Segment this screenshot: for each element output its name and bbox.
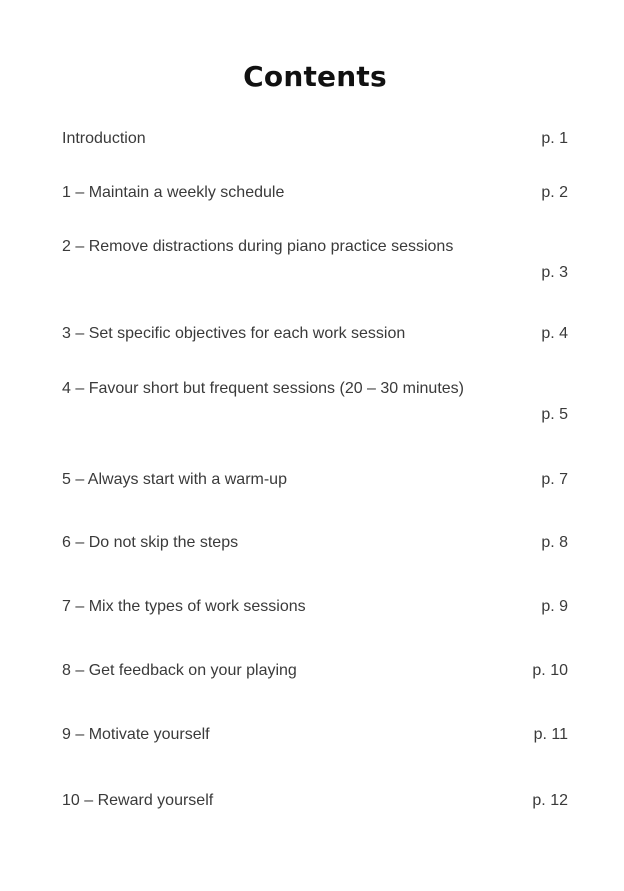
toc-entry-page: p. 10 bbox=[532, 662, 568, 679]
toc-entry-introduction bbox=[62, 126, 568, 152]
toc-entry-title: 2 – Remove distractions during piano practice sessions bbox=[62, 238, 454, 255]
toc-entry-page: p. 1 bbox=[541, 130, 568, 147]
toc-entry-title: 10 – Reward yourself bbox=[62, 792, 214, 809]
toc-entry-1 bbox=[62, 180, 568, 206]
toc-entry-9 bbox=[62, 722, 568, 748]
toc-entry-title: 5 – Always start with a warm-up bbox=[62, 471, 287, 488]
toc-entry-title: 1 – Maintain a weekly schedule bbox=[62, 184, 285, 201]
toc-entry-4 bbox=[62, 376, 568, 428]
toc-entry-title: 8 – Get feedback on your playing bbox=[62, 662, 297, 679]
toc-entry-page: p. 12 bbox=[532, 792, 568, 809]
toc-entry-6 bbox=[62, 530, 568, 556]
toc-entry-title: 6 – Do not skip the steps bbox=[62, 534, 239, 551]
toc-entry-title: Introduction bbox=[62, 130, 146, 147]
toc-entry-page: p. 8 bbox=[541, 534, 568, 551]
toc-entry-title: 9 – Motivate yourself bbox=[62, 726, 210, 743]
toc-entry-page: p. 3 bbox=[541, 264, 568, 281]
toc-entry-title: 4 – Favour short but frequent sessions (20 – 30 minutes) bbox=[62, 380, 464, 397]
toc-entry-10 bbox=[62, 788, 568, 814]
toc-entry-page: p. 9 bbox=[541, 598, 568, 615]
toc-entry-page: p. 7 bbox=[541, 471, 568, 488]
toc-entry-page: p. 2 bbox=[541, 184, 568, 201]
toc-entry-5 bbox=[62, 467, 568, 493]
toc-entry-page: p. 11 bbox=[533, 726, 568, 743]
toc-entry-2 bbox=[62, 234, 568, 286]
toc-entry-7 bbox=[62, 594, 568, 620]
toc-entry-page: p. 5 bbox=[541, 406, 568, 423]
toc-entry-title: 3 – Set specific objectives for each work session bbox=[62, 325, 406, 342]
page-title: Contents bbox=[243, 60, 387, 93]
toc-entry-8 bbox=[62, 658, 568, 684]
toc-entry-title: 7 – Mix the types of work sessions bbox=[62, 598, 306, 615]
toc-entry-3 bbox=[62, 321, 568, 347]
toc-entry-page: p. 4 bbox=[541, 325, 568, 342]
